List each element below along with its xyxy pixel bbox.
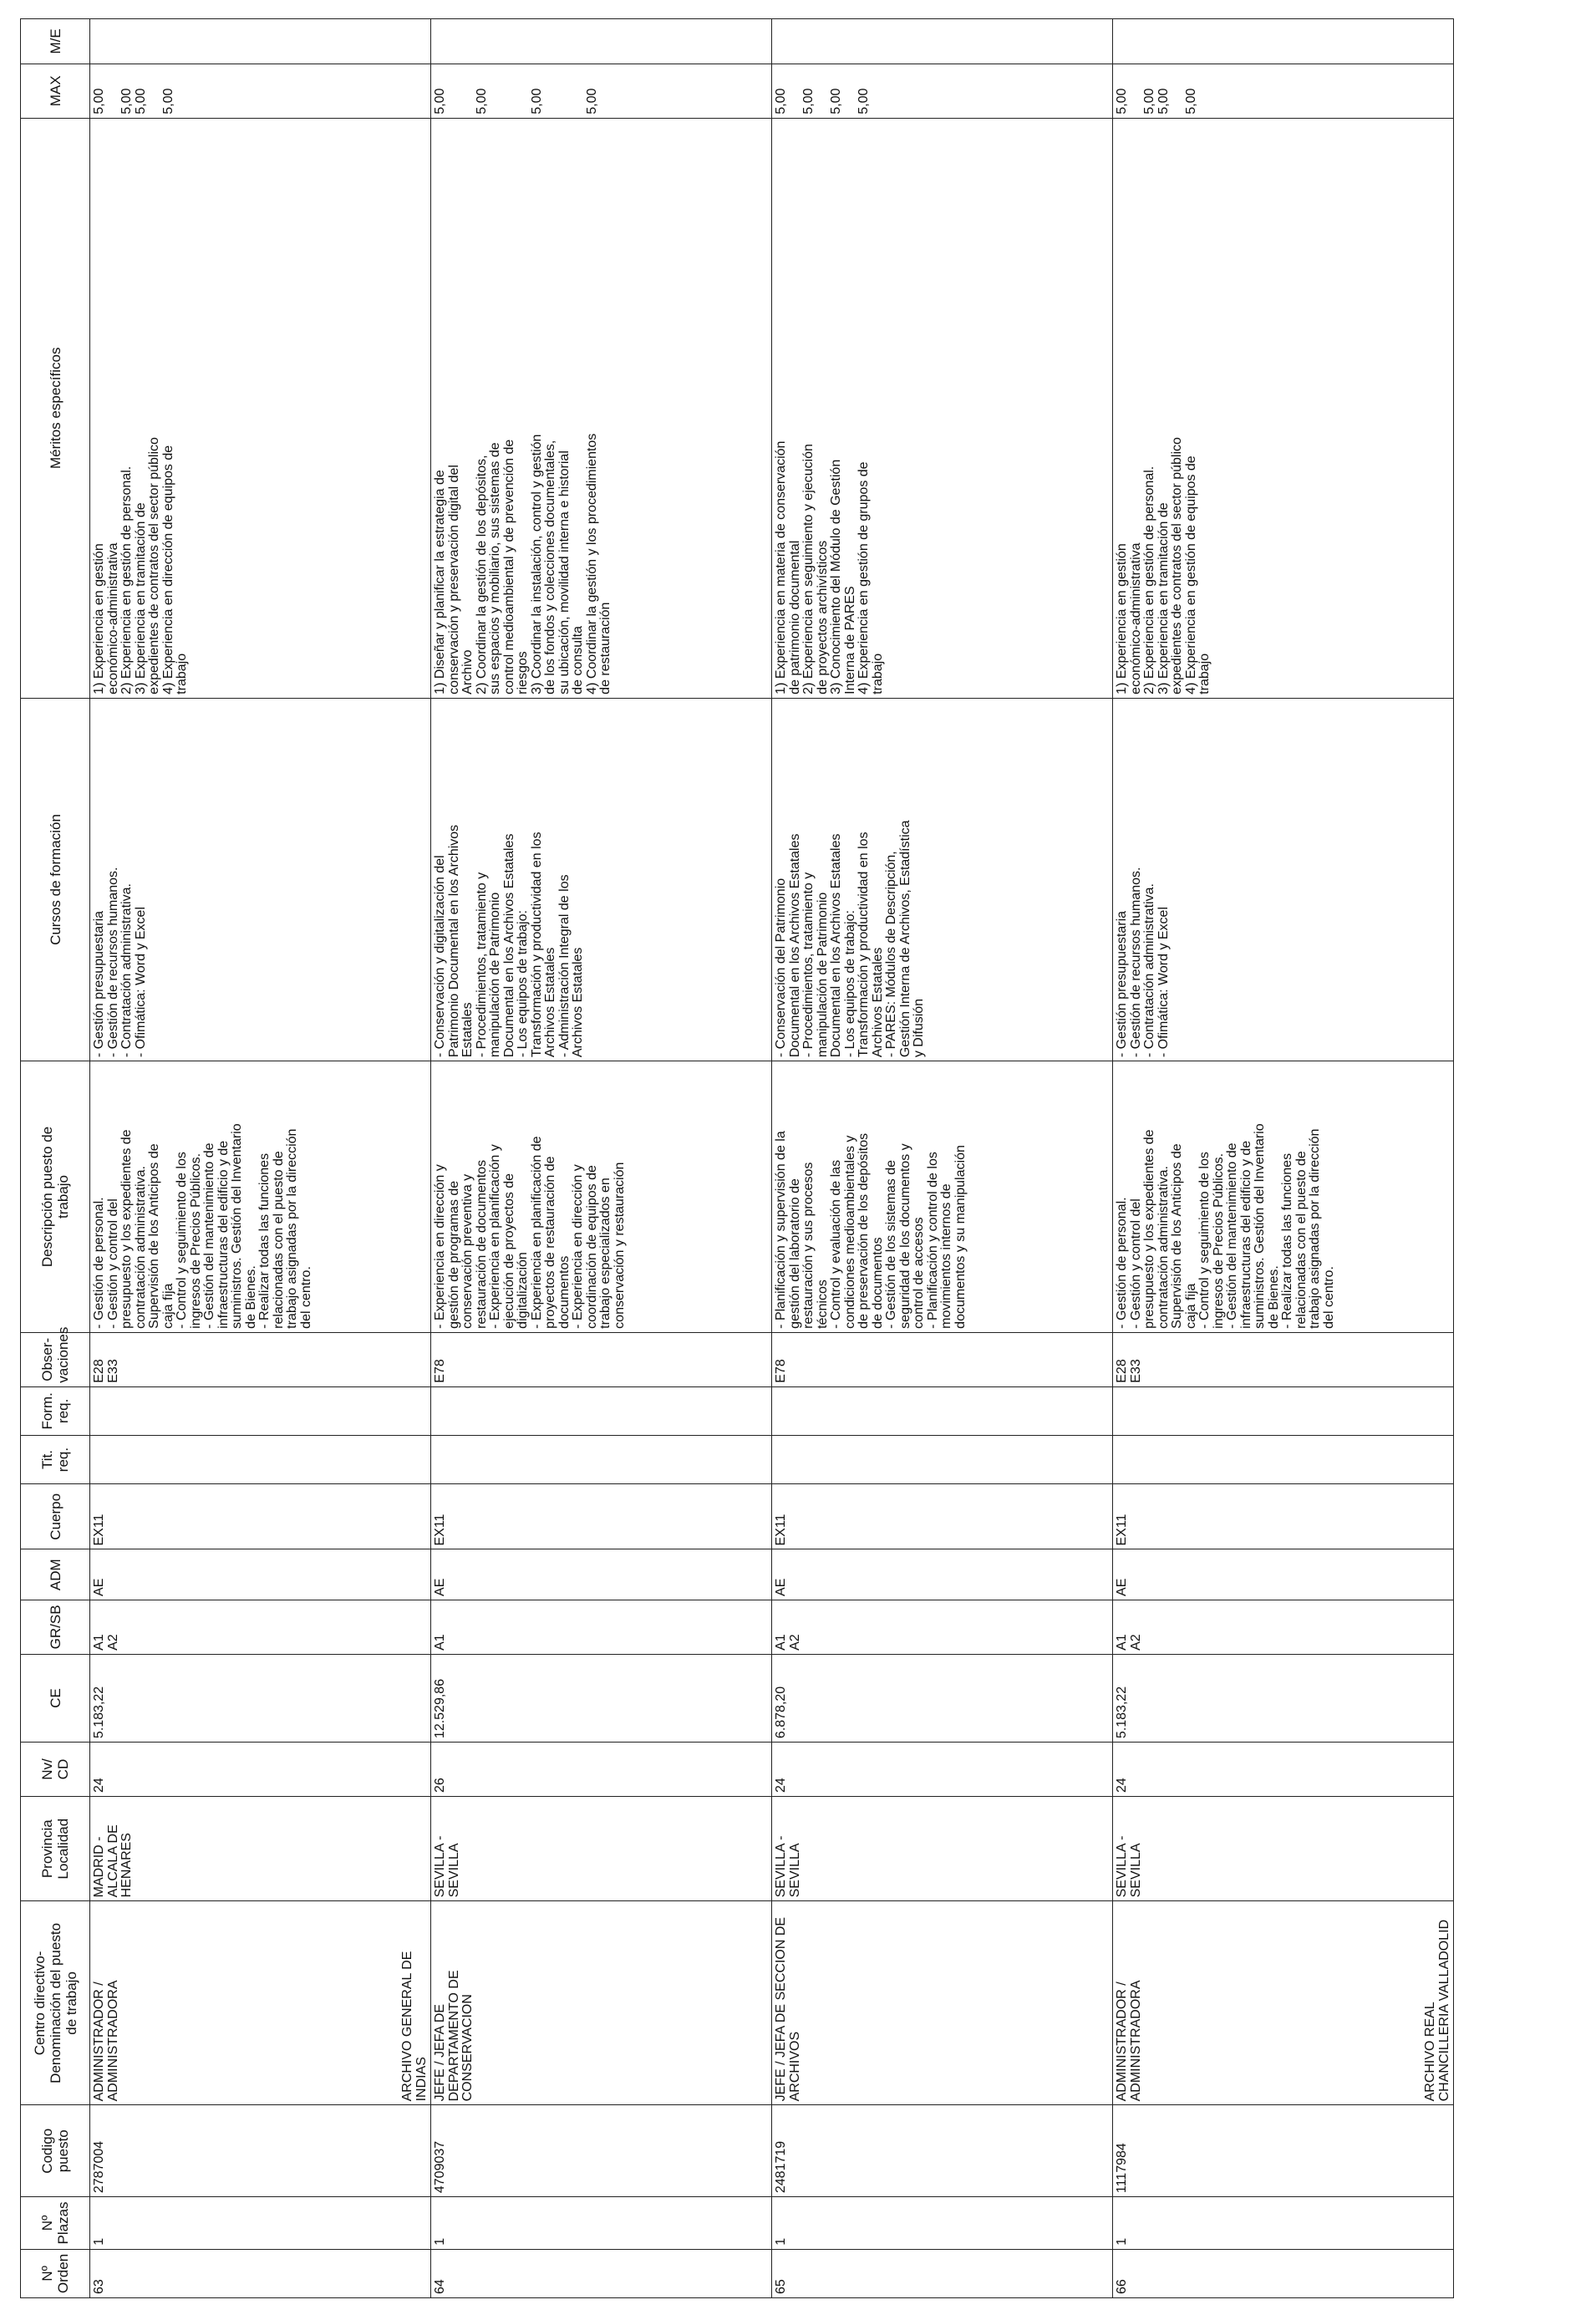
col-header-grsb: GR/SB [21,1600,90,1654]
col-header-nvcd: Nv/ CD [21,1743,90,1797]
col-header-provincia: Provincia Localidad [21,1797,90,1901]
col-header-max: MAX [21,64,90,118]
cell-codigo: 4709037 [431,2105,772,2197]
cell-cuerpo: EX11 [1113,1484,1454,1549]
cell-ce: 5.183,22 [90,1654,431,1742]
col-header-cuerpo: Cuerpo [21,1484,90,1549]
table-row [431,19,772,2298]
positions-table [20,18,1454,2298]
cell-centro [431,1901,772,2105]
cell-centro-denominacion: ADMINISTRADOR / ADMINISTRADORA [92,1980,120,2102]
cell-obs: E28 E33 [90,1332,431,1386]
cell-codigo: 1117984 [1113,2105,1454,2197]
cell-cuerpo: EX11 [772,1484,1113,1549]
cell-provincia: SEVILLA - SEVILLA [772,1797,1113,1901]
cell-adm: AE [90,1549,431,1600]
cell-form [90,1386,431,1435]
col-header-ce: CE [21,1654,90,1742]
cell-meritos: 1) Experiencia en gestión económico-administrativa 2) Experiencia en gestión de personal. 3) Experiencia en tramitación de expedientes de contratos del sector público 4) Experiencia en gestión de equipos de trabajo [1113,118,1454,698]
cell-adm: AE [431,1549,772,1600]
cell-plazas: 1 [772,2197,1113,2250]
table-row [90,19,431,2298]
cell-meritos: 1) Experiencia en materia de conservación de patrimonio documental 2) Experiencia en seguimiento y ejecución de proyectos archivísticos 3) Conocimiento del Módulo de Gestión Interna de PARES 4) Experiencia en gestión de grupos de trabajo [772,118,1113,698]
cell-centro [90,1901,431,2105]
cell-grsb: A1 A2 [772,1600,1113,1654]
cell-orden: 65 [772,2249,1113,2297]
cell-plazas: 1 [1113,2197,1454,2250]
cell-centro-denominacion: JEFE / JEFA DE DEPARTAMENTO DE CONSERVACION [433,1970,475,2102]
table-row [1113,19,1454,2298]
cell-grsb: A1 A2 [1113,1600,1454,1654]
cell-codigo: 2481719 [772,2105,1113,2197]
cell-orden: 64 [431,2249,772,2297]
cell-nvcd: 24 [90,1743,431,1797]
cell-grsb: A1 A2 [90,1600,431,1654]
header-row [21,19,90,2298]
cell-form [1113,1386,1454,1435]
cell-grsb: A1 [431,1600,772,1654]
col-header-plazas: Nº Plazas [21,2197,90,2250]
table-row [772,19,1113,2298]
cell-ce: 6.878,20 [772,1654,1113,1742]
cell-me [431,19,772,64]
cell-descripcion: - Experiencia en dirección y gestión de programas de conservación preventiva y restauración de documentos - Experiencia en planificación y ejecución de proyectos de digitalización - Experiencia en planificación de proyectos de restauración de documentos - Experiencia en dirección y coordinación de equipos de trabajo especializados en conservación y restauración [431,1061,772,1333]
cell-form [772,1386,1113,1435]
cell-max: 5,00 5,00 5,00 5,00 [90,64,431,118]
cell-tit [772,1435,1113,1483]
col-header-form: Form. req. [21,1386,90,1435]
cell-adm: AE [772,1549,1113,1600]
cell-cursos: - Conservación y digitalización del Patrimonio Documental en los Archivos Estatales - Procedimientos, tratamiento y manipulación de Patrimonio Documental en los Archivos Estatales - Los equipos de trabajo: Transformación y productividad en los Archivos Estatales - Administración Integral de los Archivos Estatales [431,698,772,1061]
cell-centro-denominacion: JEFE / JEFA DE SECCION DE ARCHIVOS [774,1916,802,2102]
cell-nvcd: 26 [431,1743,772,1797]
cell-ce: 12.529,86 [431,1654,772,1742]
col-header-orden: Nº Orden [21,2249,90,2297]
cell-orden: 63 [90,2249,431,2297]
archive-name-label: ARCHIVO REAL CHANCILLERIA VALLADOLID [1423,1919,1451,2102]
cell-descripcion: - Gestión de personal. - Gestión y control del presupuesto y los expedientes de contratación administrativa. Supervisión de los Anticipos de caja fija - Control y seguimiento de los ingresos de Precios Públicos. - Gestión del mantenimiento de infraestructuras del edificio y de suministros. Gestión del Inventario de Bienes. - Realizar todas las funciones relacionadas con el puesto de trabajo asignadas por la dirección del centro. [1113,1061,1454,1333]
cell-meritos: 1) Experiencia en gestión económico-administrativa 2) Experiencia en gestión de personal. 3) Experiencia en tramitación de expedientes de contratos del sector público 4) Experiencia en dirección de equipos de trabajo [90,118,431,698]
cell-tit [431,1435,772,1483]
cell-max: 5,00 5,00 5,00 5,00 [1113,64,1454,118]
cell-cursos: - Conservación del Patrimonio Documental en los Archivos Estatales - Procedimientos, tratamiento y manipulación de Patrimonio Documental en los Archivos Estatales - Los equipos de trabajo: Transformación y productividad en los Archivos Estatales - PARES: Módulos de Descripción, Gestión Interna de Archivos, Estadística y Difusión [772,698,1113,1061]
cell-codigo: 2787004 [90,2105,431,2197]
col-header-obs: Obser- vaciones [21,1332,90,1386]
cell-max: 5,00 5,00 5,00 5,00 [772,64,1113,118]
cell-cuerpo: EX11 [90,1484,431,1549]
col-header-tit: Tit. req. [21,1435,90,1483]
cell-form [431,1386,772,1435]
col-header-adm: ADM [21,1549,90,1600]
col-header-centro: Centro directivo- Denominación del puesto de trabajo [21,1901,90,2105]
cell-plazas: 1 [431,2197,772,2250]
cell-cursos: - Gestión presupuestaria - Gestión de recursos humanos. - Contratación administrativa. - Ofimática: Word y Excel [1113,698,1454,1061]
col-header-me: M/E [21,19,90,64]
cell-adm: AE [1113,1549,1454,1600]
cell-me [1113,19,1454,64]
cell-max: 5,00 5,00 5,00 5,00 [431,64,772,118]
cell-provincia: SEVILLA - SEVILLA [431,1797,772,1901]
cell-descripcion: - Planificación y supervisión de la gestión del laboratorio de restauración y sus procesos técnicos - Control y evaluación de las condiciones medioambientales y de preservación de los depósitos de documentos - Gestión de los sistemas de seguridad de los documentos y control de accesos - Planificación y control de los movimientos internos de documentos y su manipulación [772,1061,1113,1333]
cell-plazas: 1 [90,2197,431,2250]
cell-centro-denominacion: ADMINISTRADOR / ADMINISTRADORA [1115,1980,1143,2102]
cell-cursos: - Gestión presupuestaria - Gestión de recursos humanos. - Contratación administrativa. - Ofimática: Word y Excel [90,698,431,1061]
archive-name-label: ARCHIVO GENERAL DE INDIAS [400,1951,429,2102]
cell-ce: 5.183,22 [1113,1654,1454,1742]
cell-meritos: 1) Diseñar y planificar la estrategia de conservación y preservación digital del Archivo 2) Coordinar la gestión de los depósitos, sus espacios y mobiliario, sus sistemas de control medioambiental y de prevención de riesgos 3) Coordinar la instalación, control y gestión de los fondos y colecciones documentales, su ubicación, movilidad interna e historial de consulta 4) Coordinar la gestión y los procedimientos de restauración [431,118,772,698]
cell-nvcd: 24 [772,1743,1113,1797]
cell-nvcd: 24 [1113,1743,1454,1797]
col-header-descripcion: Descripción puesto de trabajo [21,1061,90,1333]
col-header-codigo: Codigo puesto [21,2105,90,2197]
cell-cuerpo: EX11 [431,1484,772,1549]
cell-tit [1113,1435,1454,1483]
cell-obs: E78 [772,1332,1113,1386]
cell-tit [90,1435,431,1483]
cell-orden: 66 [1113,2249,1454,2297]
col-header-meritos: Méritos específicos [21,118,90,698]
cell-centro [772,1901,1113,2105]
cell-obs: E28 E33 [1113,1332,1454,1386]
cell-me [90,19,431,64]
cell-provincia: SEVILLA - SEVILLA [1113,1797,1454,1901]
col-header-cursos: Cursos de formación [21,698,90,1061]
cell-provincia: MADRID - ALCALA DE HENARES [90,1797,431,1901]
cell-me [772,19,1113,64]
cell-descripcion: - Gestión de personal. - Gestión y control del presupuesto y los expedientes de contratación administrativa. Supervisión de los Anticipos de caja fija - Control y seguimiento de los ingresos de Precios Públicos. - Gestión del mantenimiento de infraestructuras del edificio y de suministros. Gestión del Inventario de Bienes. - Realizar todas las funciones relacionadas con el puesto de trabajo asignadas por la dirección del centro. [90,1061,431,1333]
cell-obs: E78 [431,1332,772,1386]
cell-centro [1113,1901,1454,2105]
